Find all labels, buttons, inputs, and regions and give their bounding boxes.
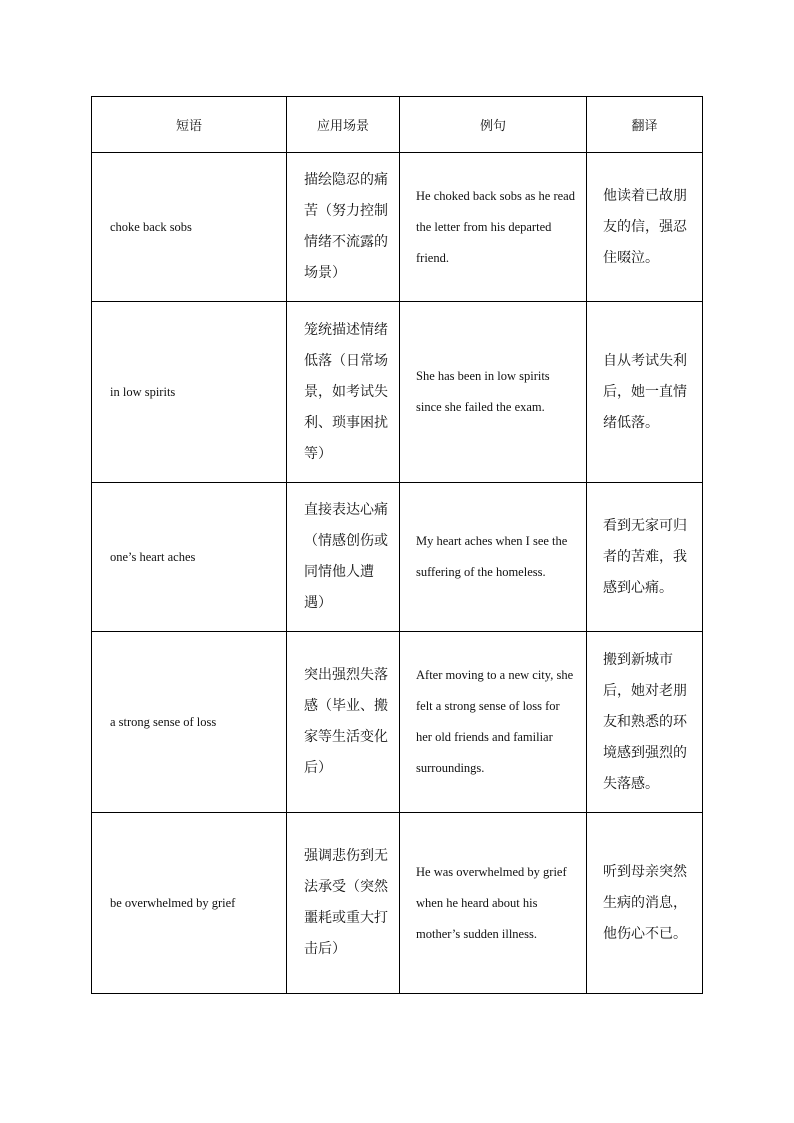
table-row <box>92 813 703 994</box>
usage-cell: 笼统描述情绪低落（日常场景，如考试失利、琐事困扰等） <box>287 302 400 483</box>
header-translation: 翻译 <box>587 97 703 153</box>
usage-cell: 强调悲伤到无法承受（突然噩耗或重大打击后） <box>287 813 400 994</box>
translation-cell: 他读着已故朋友的信，强忍住啜泣。 <box>587 153 703 302</box>
phrase-cell: one’s heart aches <box>92 483 287 632</box>
example-cell: After moving to a new city, she felt a strong sense of loss for her old friends and familiar surroundings. <box>400 632 587 813</box>
translation-cell: 听到母亲突然生病的消息，他伤心不已。 <box>587 813 703 994</box>
example-cell: He choked back sobs as he read the letter from his departed friend. <box>400 153 587 302</box>
phrase-cell: in low spirits <box>92 302 287 483</box>
table-row <box>92 153 703 302</box>
table-row <box>92 483 703 632</box>
phrase-table <box>91 96 703 994</box>
header-phrase: 短语 <box>92 97 287 153</box>
phrase-cell: be overwhelmed by grief <box>92 813 287 994</box>
translation-cell: 搬到新城市后，她对老朋友和熟悉的环境感到强烈的失落感。 <box>587 632 703 813</box>
phrase-cell: choke back sobs <box>92 153 287 302</box>
table-row <box>92 632 703 813</box>
example-cell: My heart aches when I see the suffering of the homeless. <box>400 483 587 632</box>
table-header <box>92 97 703 153</box>
header-row <box>92 97 703 153</box>
example-cell: He was overwhelmed by grief when he heard about his mother’s sudden illness. <box>400 813 587 994</box>
usage-cell: 直接表达心痛（情感创伤或同情他人遭遇） <box>287 483 400 632</box>
header-usage: 应用场景 <box>287 97 400 153</box>
table-row <box>92 302 703 483</box>
header-example: 例句 <box>400 97 587 153</box>
table-body <box>92 153 703 994</box>
translation-cell: 看到无家可归者的苦难，我感到心痛。 <box>587 483 703 632</box>
example-cell: She has been in low spirits since she failed the exam. <box>400 302 587 483</box>
usage-cell: 突出强烈失落感（毕业、搬家等生活变化后） <box>287 632 400 813</box>
translation-cell: 自从考试失利后，她一直情绪低落。 <box>587 302 703 483</box>
usage-cell: 描绘隐忍的痛苦（努力控制情绪不流露的场景） <box>287 153 400 302</box>
phrase-cell: a strong sense of loss <box>92 632 287 813</box>
